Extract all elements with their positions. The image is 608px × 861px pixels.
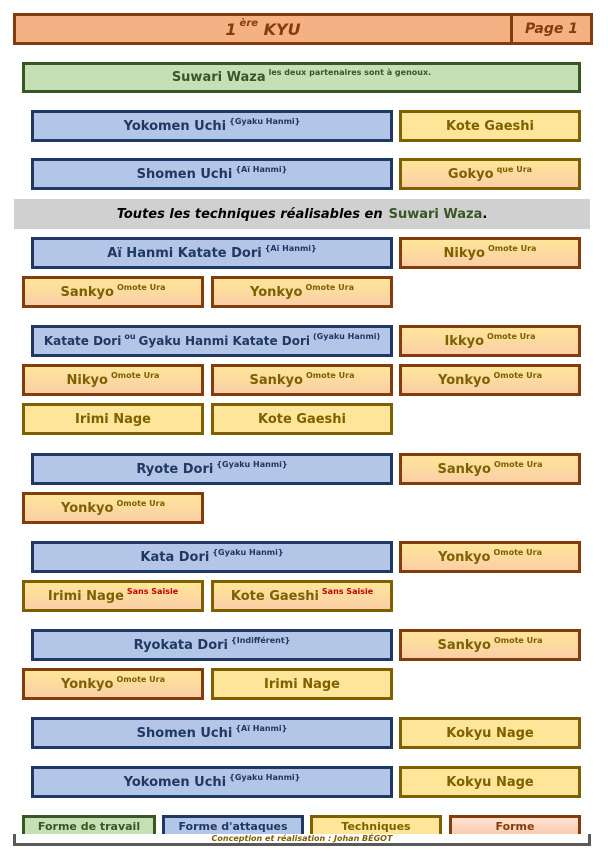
technique-yonkyo: Yonkyo Omote Ura bbox=[22, 492, 204, 524]
technique-ikkyo: Ikkyo Omote Ura bbox=[399, 325, 581, 357]
page-header bbox=[13, 13, 593, 45]
technique-yonkyo: Yonkyo Omote Ura bbox=[399, 364, 581, 396]
technique-sankyo: Sankyo Omote Ura bbox=[22, 276, 204, 308]
technique-gokyo: Gokyo que Ura bbox=[399, 158, 581, 190]
technique-sankyo: Sankyo Omote Ura bbox=[211, 364, 393, 396]
technique-nikyo: Nikyo Omote Ura bbox=[399, 237, 581, 269]
legend-attacks: Forme d'attaques bbox=[162, 815, 304, 837]
work-form-box: Suwari Waza les deux partenaires sont à genoux. bbox=[22, 62, 581, 93]
technique-yonkyo: Yonkyo Omote Ura bbox=[211, 276, 393, 308]
footer-credit: Conception et réalisation : Johan BÉGOT bbox=[13, 834, 591, 846]
technique-kokyu-nage: Kokyu Nage bbox=[399, 766, 581, 798]
page-number: Page 1 bbox=[525, 21, 578, 37]
technique-yonkyo: Yonkyo Omote Ura bbox=[22, 668, 204, 700]
technique-kokyu-nage: Kokyu Nage bbox=[399, 717, 581, 749]
technique-kote-gaeshi: Kote Gaeshi bbox=[211, 403, 393, 435]
technique-sankyo: Sankyo Omote Ura bbox=[399, 629, 581, 661]
technique-irimi-nage: Irimi Nage bbox=[211, 668, 393, 700]
attack-shomen-uchi: Shomen Uchi {Aï Hanmi} bbox=[31, 717, 393, 749]
attack-ai-hanmi-katate-dori: Aï Hanmi Katate Dori {Aï Hanmi} bbox=[31, 237, 393, 269]
technique-kote-gaeshi: Kote Gaeshi bbox=[399, 110, 581, 142]
technique-nikyo: Nikyo Omote Ura bbox=[22, 364, 204, 396]
attack-yokomen-uchi: Yokomen Uchi {Gyaku Hanmi} bbox=[31, 110, 393, 142]
technique-irimi-nage: Irimi Nage bbox=[22, 403, 204, 435]
legend-work-form: Forme de travail bbox=[22, 815, 156, 837]
technique-kote-gaeshi: Kote Gaeshi Sans Saisie bbox=[211, 580, 393, 612]
legend-form: Forme bbox=[449, 815, 581, 837]
technique-yonkyo: Yonkyo Omote Ura bbox=[399, 541, 581, 573]
technique-sankyo: Sankyo Omote Ura bbox=[399, 453, 581, 485]
page-title: 1 ère KYU bbox=[225, 17, 301, 39]
attack-ryokata-dori: Ryokata Dori {Indifférent} bbox=[31, 629, 393, 661]
attack-shomen-uchi: Shomen Uchi {Aï Hanmi} bbox=[31, 158, 393, 190]
legend-techniques: Techniques bbox=[310, 815, 442, 837]
attack-kata-dori: Kata Dori {Gyaku Hanmi} bbox=[31, 541, 393, 573]
attack-ryote-dori: Ryote Dori {Gyaku Hanmi} bbox=[31, 453, 393, 485]
attack-katate-dori: Katate Dori ou Gyaku Hanmi Katate Dori (Gyaku Hanmi) bbox=[31, 325, 393, 357]
attack-yokomen-uchi: Yokomen Uchi {Gyaku Hanmi} bbox=[31, 766, 393, 798]
technique-irimi-nage: Irimi Nage Sans Saisie bbox=[22, 580, 204, 612]
all-techniques-banner: Toutes les techniques réalisables en Suwari Waza . bbox=[14, 199, 590, 229]
